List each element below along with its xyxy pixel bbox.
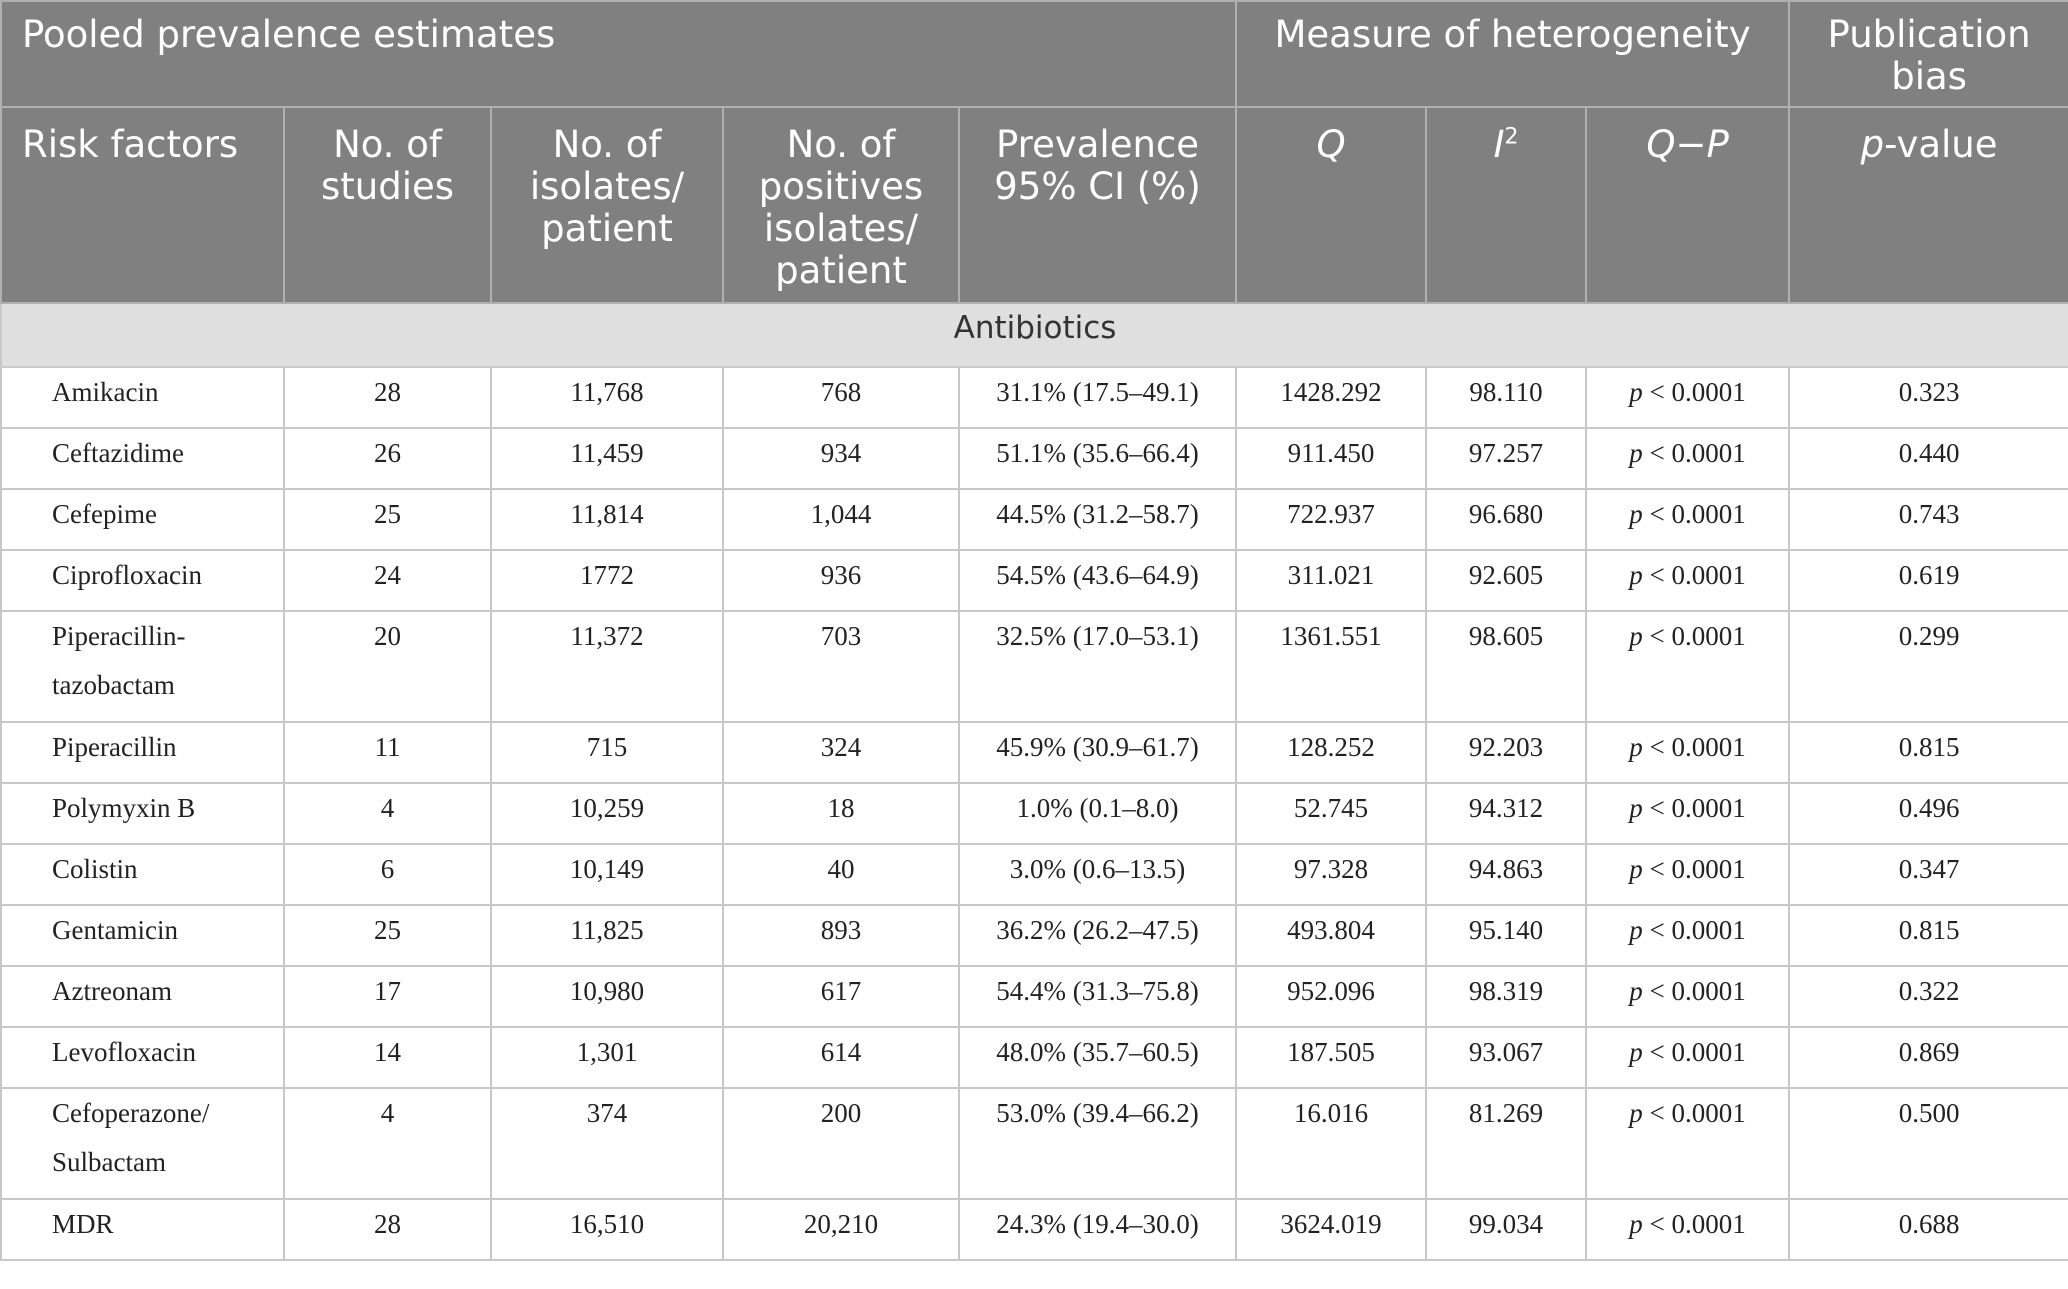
col-i2-base: I <box>1493 123 1505 166</box>
row-i2: 97.257 <box>1426 428 1586 489</box>
row-positives: 703 <box>723 611 959 722</box>
row-q-minus-p-symbol: p <box>1629 1209 1643 1239</box>
row-i2: 93.067 <box>1426 1027 1586 1088</box>
row-q-minus-p-value: < 0.0001 <box>1642 1209 1746 1239</box>
col-q: Q <box>1236 107 1426 303</box>
row-prevalence: 24.3% (19.4–30.0) <box>959 1199 1236 1260</box>
row-i2: 98.605 <box>1426 611 1586 722</box>
row-q-minus-p-symbol: p <box>1629 377 1643 407</box>
row-studies: 25 <box>284 905 491 966</box>
row-q-minus-p-symbol: p <box>1629 1037 1643 1067</box>
row-i2: 92.203 <box>1426 722 1586 783</box>
row-q-minus-p-symbol: p <box>1629 732 1643 762</box>
table-row <box>1 489 2068 550</box>
row-positives: 936 <box>723 550 959 611</box>
row-isolates: 10,149 <box>491 844 723 905</box>
row-isolates: 10,259 <box>491 783 723 844</box>
row-studies: 17 <box>284 966 491 1027</box>
row-studies: 28 <box>284 367 491 428</box>
row-name: Gentamicin <box>1 905 284 966</box>
row-q: 952.096 <box>1236 966 1426 1027</box>
row-studies: 25 <box>284 489 491 550</box>
row-studies: 14 <box>284 1027 491 1088</box>
row-positives: 324 <box>723 722 959 783</box>
row-q-minus-p <box>1586 722 1789 783</box>
row-p-value: 0.815 <box>1789 905 2068 966</box>
row-q-minus-p <box>1586 550 1789 611</box>
row-prevalence: 3.0% (0.6–13.5) <box>959 844 1236 905</box>
row-prevalence: 44.5% (31.2–58.7) <box>959 489 1236 550</box>
row-name: Ciprofloxacin <box>1 550 284 611</box>
group-header-publication-bias: Publication bias <box>1789 1 2068 107</box>
row-isolates: 11,814 <box>491 489 723 550</box>
row-q-minus-p-value: < 0.0001 <box>1642 377 1746 407</box>
row-q-minus-p <box>1586 1088 1789 1199</box>
row-q-minus-p <box>1586 611 1789 722</box>
col-q-minus-p: Q−P <box>1586 107 1789 303</box>
row-studies: 20 <box>284 611 491 722</box>
row-q-minus-p <box>1586 966 1789 1027</box>
row-q-minus-p-value: < 0.0001 <box>1642 621 1746 651</box>
row-positives: 1,044 <box>723 489 959 550</box>
row-q-minus-p-value: < 0.0001 <box>1642 560 1746 590</box>
group-header-pooled: Pooled prevalence estimates <box>1 1 1236 107</box>
table-row <box>1 844 2068 905</box>
row-q-minus-p-value: < 0.0001 <box>1642 1037 1746 1067</box>
table-row <box>1 611 2068 722</box>
row-studies: 28 <box>284 1199 491 1260</box>
group-header-row <box>1 1 2068 107</box>
col-no-studies: No. of studies <box>284 107 491 303</box>
column-header-row <box>1 107 2068 303</box>
row-q-minus-p-value: < 0.0001 <box>1642 976 1746 1006</box>
row-q: 1428.292 <box>1236 367 1426 428</box>
row-p-value: 0.322 <box>1789 966 2068 1027</box>
row-q: 3624.019 <box>1236 1199 1426 1260</box>
row-isolates: 11,825 <box>491 905 723 966</box>
row-p-value: 0.500 <box>1789 1088 2068 1199</box>
table-row <box>1 722 2068 783</box>
row-q: 1361.551 <box>1236 611 1426 722</box>
row-q-minus-p-value: < 0.0001 <box>1642 1098 1746 1128</box>
row-studies: 11 <box>284 722 491 783</box>
row-name: Levofloxacin <box>1 1027 284 1088</box>
row-q-minus-p <box>1586 1027 1789 1088</box>
row-q-minus-p-value: < 0.0001 <box>1642 732 1746 762</box>
col-risk-factors: Risk factors <box>1 107 284 303</box>
row-q: 52.745 <box>1236 783 1426 844</box>
row-p-value: 0.869 <box>1789 1027 2068 1088</box>
row-q: 493.804 <box>1236 905 1426 966</box>
row-i2: 81.269 <box>1426 1088 1586 1199</box>
row-p-value: 0.619 <box>1789 550 2068 611</box>
row-q-minus-p-symbol: p <box>1629 854 1643 884</box>
row-name: Polymyxin B <box>1 783 284 844</box>
row-q-minus-p-value: < 0.0001 <box>1642 915 1746 945</box>
row-i2: 95.140 <box>1426 905 1586 966</box>
row-studies: 6 <box>284 844 491 905</box>
section-label: Antibiotics <box>1 303 2068 367</box>
row-i2: 94.312 <box>1426 783 1586 844</box>
row-studies: 26 <box>284 428 491 489</box>
row-q: 128.252 <box>1236 722 1426 783</box>
row-isolates: 374 <box>491 1088 723 1199</box>
row-prevalence: 1.0% (0.1–8.0) <box>959 783 1236 844</box>
row-positives: 893 <box>723 905 959 966</box>
row-q-minus-p-symbol: p <box>1629 499 1643 529</box>
row-prevalence: 36.2% (26.2–47.5) <box>959 905 1236 966</box>
row-isolates: 11,459 <box>491 428 723 489</box>
row-prevalence: 51.1% (35.6–66.4) <box>959 428 1236 489</box>
row-q-minus-p-value: < 0.0001 <box>1642 438 1746 468</box>
row-isolates: 10,980 <box>491 966 723 1027</box>
col-no-isolates: No. of isolates/ patient <box>491 107 723 303</box>
row-isolates: 16,510 <box>491 1199 723 1260</box>
row-i2: 98.319 <box>1426 966 1586 1027</box>
row-p-value: 0.440 <box>1789 428 2068 489</box>
row-q-minus-p <box>1586 783 1789 844</box>
row-positives: 768 <box>723 367 959 428</box>
row-q: 911.450 <box>1236 428 1426 489</box>
row-isolates: 11,372 <box>491 611 723 722</box>
row-q-minus-p <box>1586 1199 1789 1260</box>
col-prevalence: Prevalence 95% CI (%) <box>959 107 1236 303</box>
row-prevalence: 48.0% (35.7–60.5) <box>959 1027 1236 1088</box>
row-prevalence: 54.4% (31.3–75.8) <box>959 966 1236 1027</box>
row-positives: 614 <box>723 1027 959 1088</box>
row-i2: 92.605 <box>1426 550 1586 611</box>
col-p-value-italic: p <box>1860 123 1885 166</box>
row-q-minus-p-symbol: p <box>1629 1098 1643 1128</box>
row-name: Cefepime <box>1 489 284 550</box>
row-q: 187.505 <box>1236 1027 1426 1088</box>
row-q-minus-p-value: < 0.0001 <box>1642 499 1746 529</box>
row-positives: 934 <box>723 428 959 489</box>
table-row <box>1 966 2068 1027</box>
row-name: Piperacillin <box>1 722 284 783</box>
col-i2 <box>1426 107 1586 303</box>
row-q-minus-p-symbol: p <box>1629 560 1643 590</box>
row-q-minus-p <box>1586 428 1789 489</box>
row-studies: 24 <box>284 550 491 611</box>
table-row <box>1 550 2068 611</box>
row-p-value: 0.688 <box>1789 1199 2068 1260</box>
row-name: Amikacin <box>1 367 284 428</box>
row-q-minus-p-symbol: p <box>1629 976 1643 1006</box>
row-q-minus-p-symbol: p <box>1629 621 1643 651</box>
row-name: Cefoperazone/ Sulbactam <box>1 1088 284 1199</box>
row-studies: 4 <box>284 1088 491 1199</box>
col-i2-sup: 2 <box>1504 124 1519 150</box>
row-q-minus-p <box>1586 489 1789 550</box>
row-name: Ceftazidime <box>1 428 284 489</box>
row-p-value: 0.496 <box>1789 783 2068 844</box>
row-q: 311.021 <box>1236 550 1426 611</box>
row-q-minus-p-symbol: p <box>1629 915 1643 945</box>
table-row <box>1 1027 2068 1088</box>
row-isolates: 1,301 <box>491 1027 723 1088</box>
row-i2: 99.034 <box>1426 1199 1586 1260</box>
row-name: Piperacillin-tazobactam <box>1 611 284 722</box>
row-positives: 617 <box>723 966 959 1027</box>
row-p-value: 0.743 <box>1789 489 2068 550</box>
table-row <box>1 905 2068 966</box>
row-p-value: 0.347 <box>1789 844 2068 905</box>
row-q-minus-p-symbol: p <box>1629 793 1643 823</box>
row-name: MDR <box>1 1199 284 1260</box>
group-header-heterogeneity: Measure of heterogeneity <box>1236 1 1789 107</box>
row-q-minus-p <box>1586 367 1789 428</box>
section-row <box>1 303 2068 367</box>
row-name: Colistin <box>1 844 284 905</box>
row-prevalence: 45.9% (30.9–61.7) <box>959 722 1236 783</box>
row-p-value: 0.299 <box>1789 611 2068 722</box>
table-row <box>1 428 2068 489</box>
row-i2: 96.680 <box>1426 489 1586 550</box>
row-q: 97.328 <box>1236 844 1426 905</box>
row-i2: 94.863 <box>1426 844 1586 905</box>
row-q-minus-p <box>1586 905 1789 966</box>
col-p-value <box>1789 107 2068 303</box>
row-isolates: 11,768 <box>491 367 723 428</box>
row-q-minus-p-symbol: p <box>1629 438 1643 468</box>
row-q: 722.937 <box>1236 489 1426 550</box>
row-positives: 40 <box>723 844 959 905</box>
row-positives: 20,210 <box>723 1199 959 1260</box>
row-i2: 98.110 <box>1426 367 1586 428</box>
row-prevalence: 31.1% (17.5–49.1) <box>959 367 1236 428</box>
row-p-value: 0.815 <box>1789 722 2068 783</box>
table-row <box>1 1088 2068 1199</box>
row-prevalence: 53.0% (39.4–66.2) <box>959 1088 1236 1199</box>
row-q-minus-p-value: < 0.0001 <box>1642 793 1746 823</box>
col-p-value-rest: -value <box>1884 123 1998 166</box>
table-row <box>1 367 2068 428</box>
row-q-minus-p-value: < 0.0001 <box>1642 854 1746 884</box>
row-isolates: 1772 <box>491 550 723 611</box>
row-q-minus-p <box>1586 844 1789 905</box>
col-no-positives: No. of positives isolates/ patient <box>723 107 959 303</box>
table-row <box>1 783 2068 844</box>
row-studies: 4 <box>284 783 491 844</box>
row-q: 16.016 <box>1236 1088 1426 1199</box>
row-positives: 18 <box>723 783 959 844</box>
row-p-value: 0.323 <box>1789 367 2068 428</box>
row-isolates: 715 <box>491 722 723 783</box>
row-prevalence: 54.5% (43.6–64.9) <box>959 550 1236 611</box>
row-name: Aztreonam <box>1 966 284 1027</box>
table-row <box>1 1199 2068 1260</box>
row-prevalence: 32.5% (17.0–53.1) <box>959 611 1236 722</box>
row-positives: 200 <box>723 1088 959 1199</box>
